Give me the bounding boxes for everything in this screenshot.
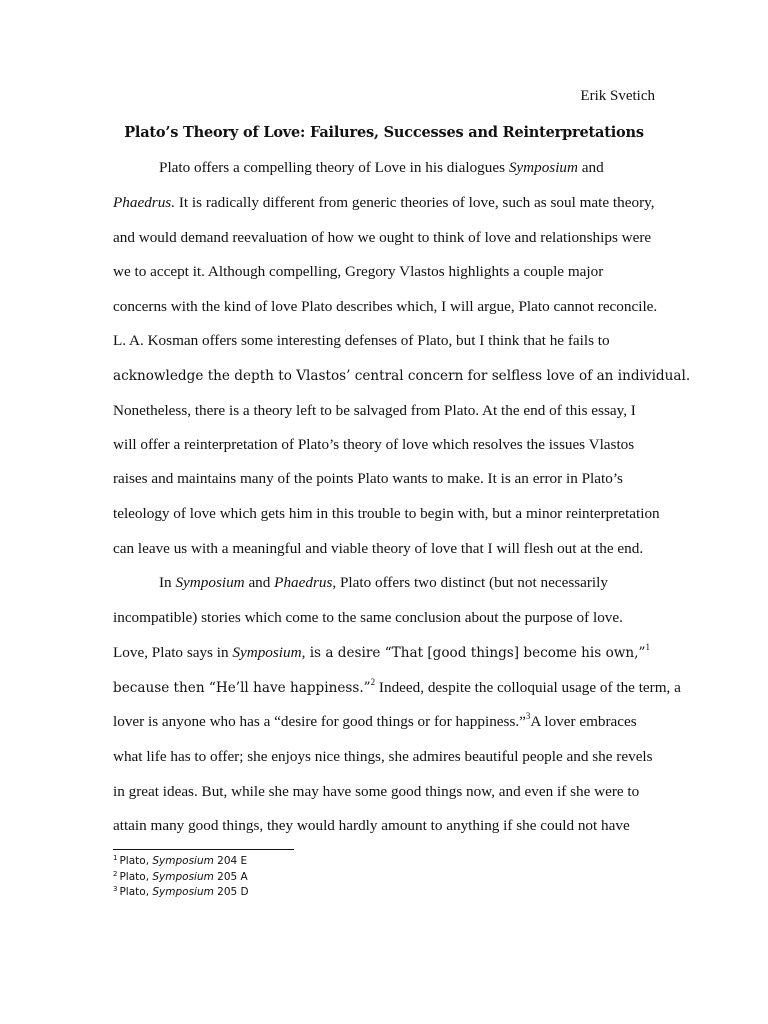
body-line: will offer a reinterpretation of Plato’s theory of love which resolves the issues Vlastos: [113, 436, 635, 453]
footnote: $^2$ Plato, Symposium 205 A: [113, 870, 248, 883]
body-line: teleology of love which gets him in this trouble to begin with, but a minor reinterpretation: [113, 505, 660, 522]
body-line: and would demand reevaluation of how we ought to think of love and relationships were: [113, 229, 652, 246]
footnote-ref: 1: [645, 642, 650, 652]
body-line: Nonetheless, there is a theory left to be salvaged from Plato. At the end of this essay, I: [113, 402, 636, 419]
body-line: attain many good things, they would hardly amount to anything if she could not have: [113, 817, 630, 834]
body-line: incompatible) stories which come to the same conclusion about the purpose of love.: [113, 609, 623, 626]
body-line: L. A. Kosman offers some interesting defenses of Plato, but I think that he fails to: [113, 332, 610, 349]
body-line: Love, Plato says in Symposium, is a desire “That [good things] become his own,”$^1$: [113, 642, 650, 661]
footnote-separator: [113, 849, 294, 850]
author-name: Erik Svetich: [580, 88, 655, 104]
footnote-ref: 2: [370, 677, 376, 687]
body-line: Plato offers a compelling theory of Love in his dialogues Symposium and: [159, 159, 604, 176]
body-line: we to accept it. Although compelling, Gregory Vlastos highlights a couple major: [113, 263, 604, 280]
body-line: Phaedrus. It is radically different from generic theories of love, such as soul mate theory,: [113, 194, 655, 211]
footnote: $^3$ Plato, Symposium 205 D: [113, 885, 249, 898]
footnote: $^1$ Plato, Symposium 204 E: [113, 854, 248, 867]
body-line: can leave us with a meaningful and viable theory of love that I will flesh out at the end.: [113, 540, 644, 557]
body-line: lover is anyone who has a “desire for good things or for happiness.”$^3$A lover embraces: [113, 711, 637, 730]
footnote-ref: 3: [525, 711, 531, 721]
body-line: acknowledge the depth to Vlastos’ central concern for selfless love of an individual.: [113, 368, 691, 384]
body-line: because then “He’ll have happiness.”$^2$ Indeed, despite the colloquial usage of the term, a: [113, 677, 681, 696]
body-line: In Symposium and Phaedrus, Plato offers two distinct (but not necessarily: [159, 574, 608, 591]
body-line: what life has to offer; she enjoys nice things, she admires beautiful people and she revels: [113, 748, 653, 765]
body-line: raises and maintains many of the points Plato wants to make. It is an error in Plato’s: [113, 470, 623, 487]
body-line: in great ideas. But, while she may have some good things now, and even if she were to: [113, 783, 640, 800]
body-line: concerns with the kind of love Plato describes which, I will argue, Plato cannot reconcile.: [113, 298, 658, 315]
essay-title: Plato’s Theory of Love: Failures, Successes and Reinterpretations: [124, 124, 644, 141]
